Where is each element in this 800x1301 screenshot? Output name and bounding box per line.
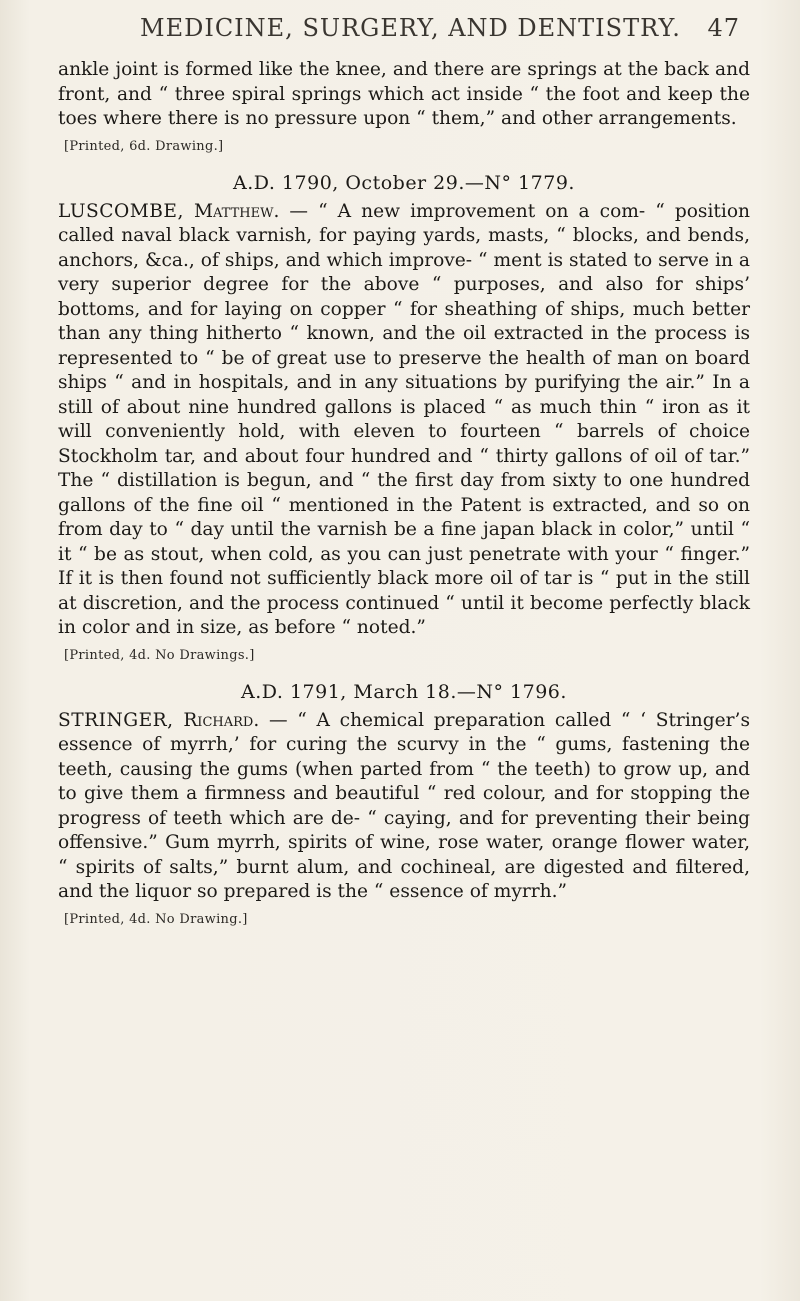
intro-paragraph: ankle joint is formed like the knee, and there are springs at the back and front, and “ three spiral springs which act inside “ the foot and keep the toes where there is no pressure upon “ them,” and other arrangements.: [58, 59, 750, 129]
patent-entry: [58, 171, 750, 668]
entry-text: [58, 200, 750, 641]
intro-print-note: [Printed, 6d. Drawing.]: [64, 138, 224, 154]
entry-heading: A.D. 1790, October 29.—N° 1779.: [233, 172, 575, 194]
entry-text: [58, 709, 750, 905]
entry-print-note: [Printed, 4d. No Drawings.]: [64, 647, 255, 663]
patentee-forename: Matthew.: [193, 200, 280, 222]
page-body: [58, 58, 750, 944]
patent-entry: [58, 680, 750, 932]
patentee-surname: LUSCOMBE,: [58, 200, 184, 222]
patentee-surname: STRINGER,: [58, 709, 174, 731]
page-number: 47: [707, 14, 740, 42]
entry-print-note: [Printed, 4d. No Drawing.]: [64, 911, 248, 927]
entry-heading: A.D. 1791, March 18.—N° 1796.: [241, 681, 567, 703]
running-title: MEDICINE, SURGERY, AND DENTISTRY.: [140, 14, 681, 42]
page-header: [140, 14, 740, 42]
patentee-forename: Richard.: [183, 709, 260, 731]
entry-body: — “ A new improvement on a com- “ position called naval black varnish, for paying yards, masts, “ blocks, and bends, anchors, &ca., of ships, and which improve- “ ment is stated to serve in a very superior degree for the above “ purposes, and also for ships’ bottoms, and for laying on copper “ for sheathing of ships, much better than any thing hitherto “ known, and the oil extracted in the process is represented to “ be of great use to preserve the health of man on board ships “ and in hospitals, and in any situations by purifying the air.” In a still of about nine hundred gallons is placed “ as much thin “ iron as it will conveniently hold, with eleven to fourteen “ barrels of choice Stockholm tar, and about four hundred and “ thirty gallons of oil of tar.” The “ distillation is begun, and “ the first day from sixty to one hundred gallons of the fine oil “ mentioned in the Patent is extracted, and so on from day to “ day until the varnish be a fine japan black in color,” until “ it “ be as stout, when cold, as you can just penetrate with your “ finger.” If it is then found not sufficiently black more oil of tar is “ put in the still at discretion, and the process continued “ until it become perfectly black in color and in size, as before “ noted.”: [58, 200, 750, 638]
entry-body: — “ A chemical preparation called “ ‘ Stringer’s essence of myrrh,’ for curing the scurvy in the “ gums, fastening the teeth, causing the gums (when parted from “ the teeth) to grow up, and to give them a firmness and beautiful “ red colour, and for stopping the progress of teeth which are de- “ caying, and for preventing their being offensive.” Gum myrrh, spirits of wine, rose water, orange flower water, “ spirits of salts,” burnt alum, and cochineal, are digested and filtered, and the liquor so prepared is the “ essence of myrrh.”: [58, 709, 750, 902]
